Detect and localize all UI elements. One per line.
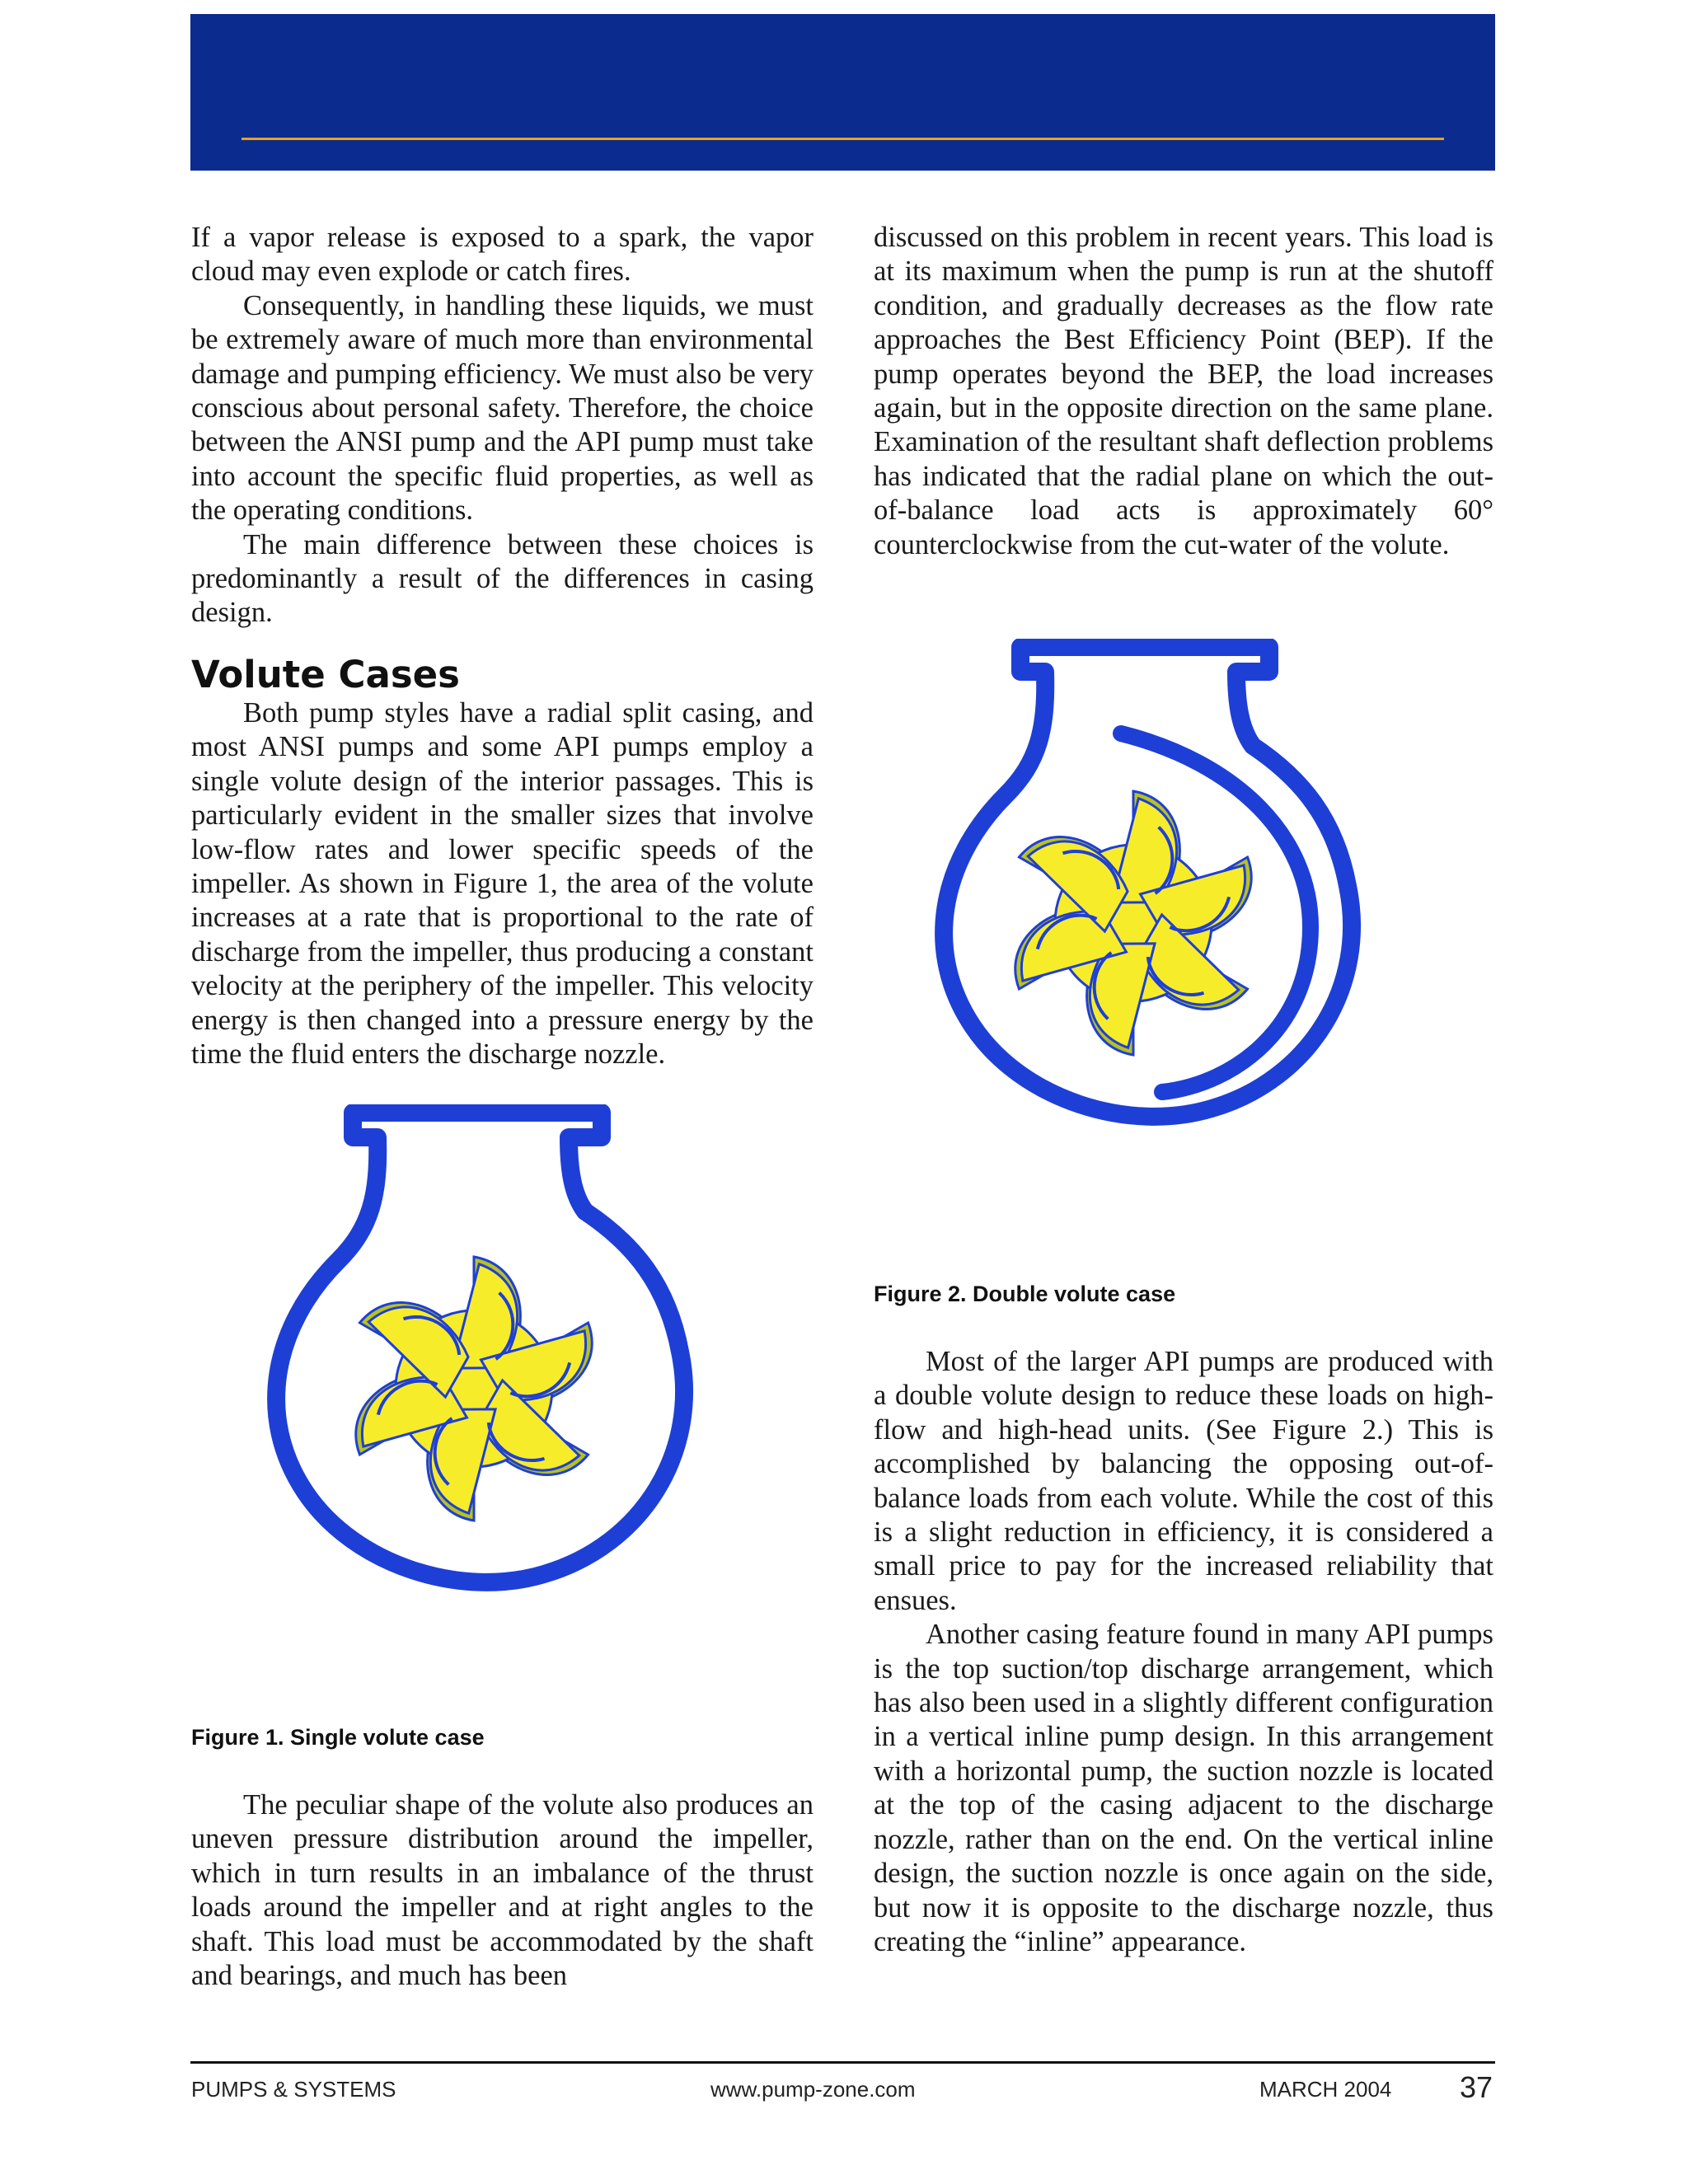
- footer-rule: [190, 2061, 1495, 2064]
- double-volute-illustration: [923, 639, 1434, 1249]
- left-column-lower: [191, 1788, 814, 1993]
- page-number: 37: [1460, 2070, 1493, 2104]
- footer-publication: PUMPS & SYSTEMS: [191, 2077, 396, 2102]
- impeller: [336, 1257, 612, 1521]
- figure-1-caption: Figure 1. Single volute case: [191, 1725, 485, 1750]
- figure-2-caption: Figure 2. Double volute case: [874, 1282, 1176, 1306]
- impeller-2: [996, 791, 1271, 1055]
- right-paragraph-1: discussed on this problem in recent years. This load is at its maximum when the pump is run at the shutoff condition, and gradually decreases as the flow rate approaches the Best Efficiency Point (BEP). If the pump operates beyond the BEP, the load increases again, but in the opposite direction on the same plane. Examination of the resultant shaft deflection problems has indicated that the radial plane on which the out-of-balance load acts is approximately 60° counterclockwise from the cut-water of the volute.: [874, 222, 1493, 560]
- figure-2-double-volute: [923, 639, 1434, 1253]
- left-paragraph-5: The peculiar shape of the volute also produces an uneven pressure distribution around the impeller, which in turn results in an imbalance of the thrust loads around the impeller and at right angles to the shaft. This load must be accommodated by the shaft and bearings, and much has been: [191, 1789, 814, 1992]
- header-banner: [190, 14, 1495, 171]
- section-heading: Volute Cases: [191, 652, 460, 696]
- footer-url[interactable]: www.pump-zone.com: [710, 2077, 916, 2102]
- left-column: [191, 221, 814, 1071]
- banner-accent-rule: [241, 138, 1444, 140]
- single-volute-illustration: [256, 1104, 767, 1698]
- left-paragraph-2: Consequently, in handling these liquids, we must be extremely aware of much more than environmental damage and pumping efficiency. We must also be very conscious about personal safety. Therefore, the choice between the ANSI pump and the API pump must take into account the specific fluid properties, as well as the operating conditions.: [191, 289, 814, 527]
- right-paragraph-3: Another casing feature found in many API pumps is the top suction/top discharge arrangement, which has also been used in a slightly different configuration in a vertical inline pump design. In this arrangement with a horizontal pump, the suction nozzle is located at the top of the casing adjacent to the discharge nozzle, rather than on the end. On the vertical inline design, the suction nozzle is once again on the side, but now it is opposite to the discharge nozzle, thus creating the “inline” appearance.: [874, 1619, 1493, 1957]
- right-column-lower: [874, 1345, 1493, 1959]
- right-paragraph-2: Most of the larger API pumps are produced with a double volute design to reduce these loads on high-flow and high-head units. (See Figure 2.) This is accomplished by balancing the opposing out-of-balance loads from each volute. While the cost of this is a slight reduction in efficiency, it is considered a small price to pay for the increased reliability that ensues.: [874, 1346, 1493, 1616]
- right-column-upper: [874, 221, 1493, 562]
- left-paragraph-1: If a vapor release is exposed to a spark, the vapor cloud may even explode or catch fires.: [191, 222, 814, 288]
- left-paragraph-4: Both pump styles have a radial split casing, and most ANSI pumps and some API pumps employ a single volute design of the interior passages. This is particularly evident in the smaller sizes that involve low-flow rates and lower specific speeds of the impeller. As shown in Figure 1, the area of the volute increases at a rate that is proportional to the rate of discharge from the impeller, thus producing a constant velocity at the periphery of the impeller. This velocity energy is then changed into a pressure energy by the time the fluid enters the discharge nozzle.: [191, 696, 814, 1070]
- figure-1-single-volute: [256, 1104, 767, 1702]
- left-paragraph-3: The main difference between these choices is predominantly a result of the differences in casing design.: [191, 528, 814, 629]
- footer-date: MARCH 2004: [1259, 2077, 1392, 2102]
